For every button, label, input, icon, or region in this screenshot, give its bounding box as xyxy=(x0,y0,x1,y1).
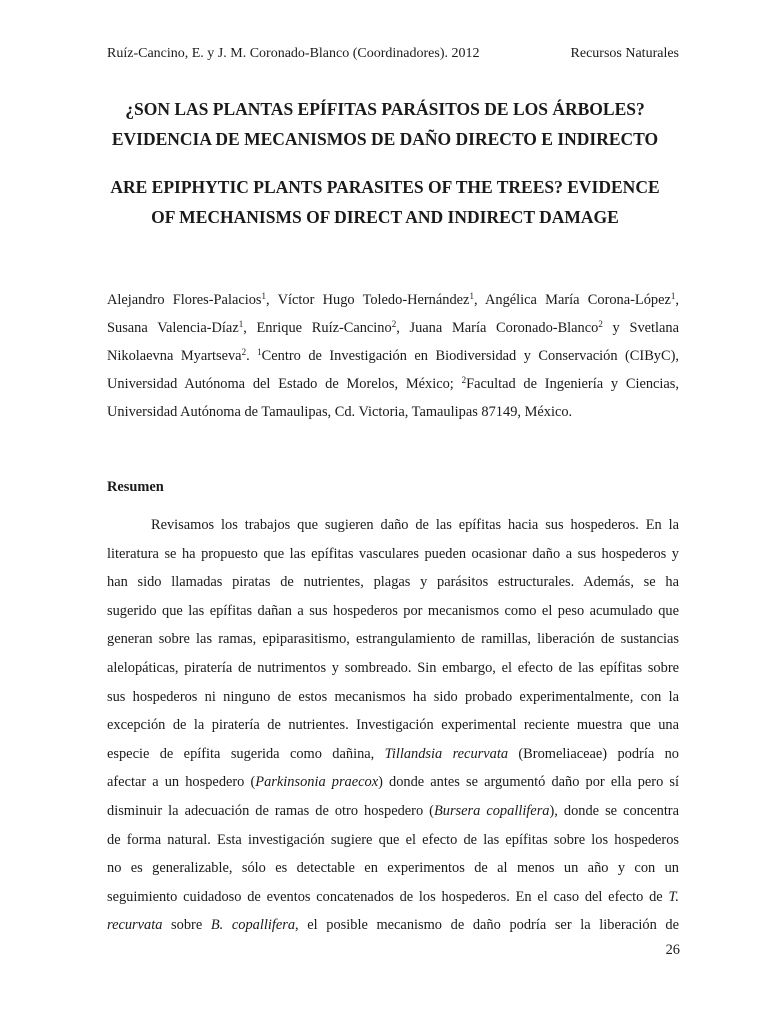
text-run: , el posible mecanismo de daño podría ser la liberación de xyxy=(295,917,680,934)
abstract-line: de forma natural. Esta investigación sugiere que el efecto de las epífitas sobre los hospederos xyxy=(107,831,679,848)
affiliation-mark: 1 xyxy=(238,319,244,329)
authors-line-4 xyxy=(107,370,679,398)
title-spanish-line-1: ¿SON LAS PLANTAS EPÍFITAS PARÁSITOS DE LOS ÁRBOLES? xyxy=(125,99,645,119)
affiliation-mark: 1 xyxy=(261,291,267,301)
abstract-line: generan sobre las ramas, epiparasitismo, estrangulamiento de ramillas, liberación de sustancias xyxy=(107,631,679,648)
authors-block xyxy=(107,286,679,426)
running-header-section: Recursos Naturales xyxy=(570,46,679,61)
affiliation-1: Centro de Investigación en Biodiversidad y Conservación (CIByC), xyxy=(261,348,679,364)
authors-line-3 xyxy=(107,342,679,370)
text-run: sobre xyxy=(162,917,211,934)
authors-line-5: Universidad Autónoma de Tamaulipas, Cd. Victoria, Tamaulipas 87149, México. xyxy=(107,404,573,420)
species-name: Parkinsonia praecox xyxy=(255,774,379,791)
abstract-line: literatura se ha propuesto que las epífitas vasculares pueden ocasionar daño a sus hospederos y xyxy=(107,545,679,562)
species-name: Tillandsia recurvata xyxy=(384,745,509,762)
text-run: ), donde se concentra xyxy=(549,802,679,819)
authors-line-2 xyxy=(107,314,679,342)
title-english-line-1: ARE EPIPHYTIC PLANTS PARASITES OF THE TREES? EVIDENCE xyxy=(110,177,660,197)
abstract-line xyxy=(107,768,679,797)
affiliation-2: Facultad de Ingeniería y Ciencias, xyxy=(466,376,680,392)
author-name: Susana Valencia-Díaz xyxy=(107,320,239,336)
abstract-line xyxy=(107,911,679,940)
author-name: Alejandro Flores-Palacios xyxy=(107,292,262,308)
abstract-line: excepción de la piratería de nutrientes. Investigación experimental reciente muestra que una xyxy=(107,717,679,734)
abstract-line: sus hospederos ni ninguno de estos mecanismos ha sido probado experimentalmente, con la xyxy=(107,688,679,705)
species-name: Bursera copallifera xyxy=(433,802,550,819)
punctuation: . xyxy=(246,348,258,364)
text-run: seguimiento cuidadoso de eventos concatenados de los hospederos. En el caso del efecto de xyxy=(107,888,669,905)
title-english xyxy=(60,172,710,232)
abstract-line: sugerido que las epífitas dañan a sus hospederos por mecanismos como el peso acumulado que xyxy=(107,602,679,619)
authors-line-1 xyxy=(107,286,679,314)
title-english-line-2: OF MECHANISMS OF DIRECT AND INDIRECT DAMAGE xyxy=(151,207,619,227)
text-run: especie de epífita sugerida como dañina, xyxy=(107,745,385,762)
abstract-line: no es generalizable, sólo es detectable en experimentos de al menos un año y con un xyxy=(107,860,679,877)
affiliation-mark: 1 xyxy=(670,291,676,301)
abstract-line xyxy=(107,883,679,912)
page-number: 26 xyxy=(665,942,680,958)
author-name: , Juana María Coronado-Blanco xyxy=(396,320,599,336)
author-name: , Víctor Hugo Toledo-Hernández xyxy=(266,292,470,308)
abstract-line xyxy=(107,797,679,826)
text-run: (Bromeliaceae) podría no xyxy=(508,745,679,762)
author-name: y Svetlana xyxy=(602,320,679,336)
abstract-line: han sido llamadas piratas de nutrientes, plagas y parásitos estructurales. Además, se ha xyxy=(107,574,679,591)
text-run: ) donde antes se argumentó daño por ella pero sí xyxy=(378,774,679,791)
abstract-line xyxy=(107,740,679,769)
affiliation-mark: 2 xyxy=(598,319,603,329)
affiliation-mark: 2 xyxy=(461,375,467,385)
title-spanish xyxy=(60,94,710,154)
species-name: T. xyxy=(668,888,679,905)
running-header-citation: Ruíz-Cancino, E. y J. M. Coronado-Blanco (Coordinadores). 2012 xyxy=(107,46,480,61)
author-name: Nikolaevna Myartseva xyxy=(107,348,242,364)
affiliation-mark: 2 xyxy=(241,347,247,357)
abstract-heading: Resumen xyxy=(107,479,164,495)
abstract-line: Revisamos los trabajos que sugieren daño de las epífitas hacia sus hospederos. En la xyxy=(151,517,679,533)
affiliation-mark: 2 xyxy=(391,319,397,329)
species-name: B. copallifera xyxy=(210,917,296,934)
author-name: , Enrique Ruíz-Cancino xyxy=(243,320,392,336)
abstract-line: alelopáticas, piratería de nutrimentos y sombreado. Sin embargo, el efecto de las epífitas sobre xyxy=(107,659,679,676)
punctuation: , xyxy=(675,292,679,308)
affiliation-mark: 1 xyxy=(257,347,262,357)
affiliation-mark: 1 xyxy=(469,291,474,301)
affiliation-1-continued: Universidad Autónoma del Estado de Morelos, México; xyxy=(107,376,462,392)
title-spanish-line-2: EVIDENCIA DE MECANISMOS DE DAÑO DIRECTO E INDIRECTO xyxy=(111,129,659,149)
species-name: recurvata xyxy=(107,917,163,934)
abstract-body xyxy=(107,511,679,940)
text-run: afectar a un hospedero ( xyxy=(107,774,256,791)
text-run: disminuir la adecuación de ramas de otro hospedero ( xyxy=(107,802,434,819)
author-name: , Angélica María Corona-López xyxy=(473,292,671,308)
